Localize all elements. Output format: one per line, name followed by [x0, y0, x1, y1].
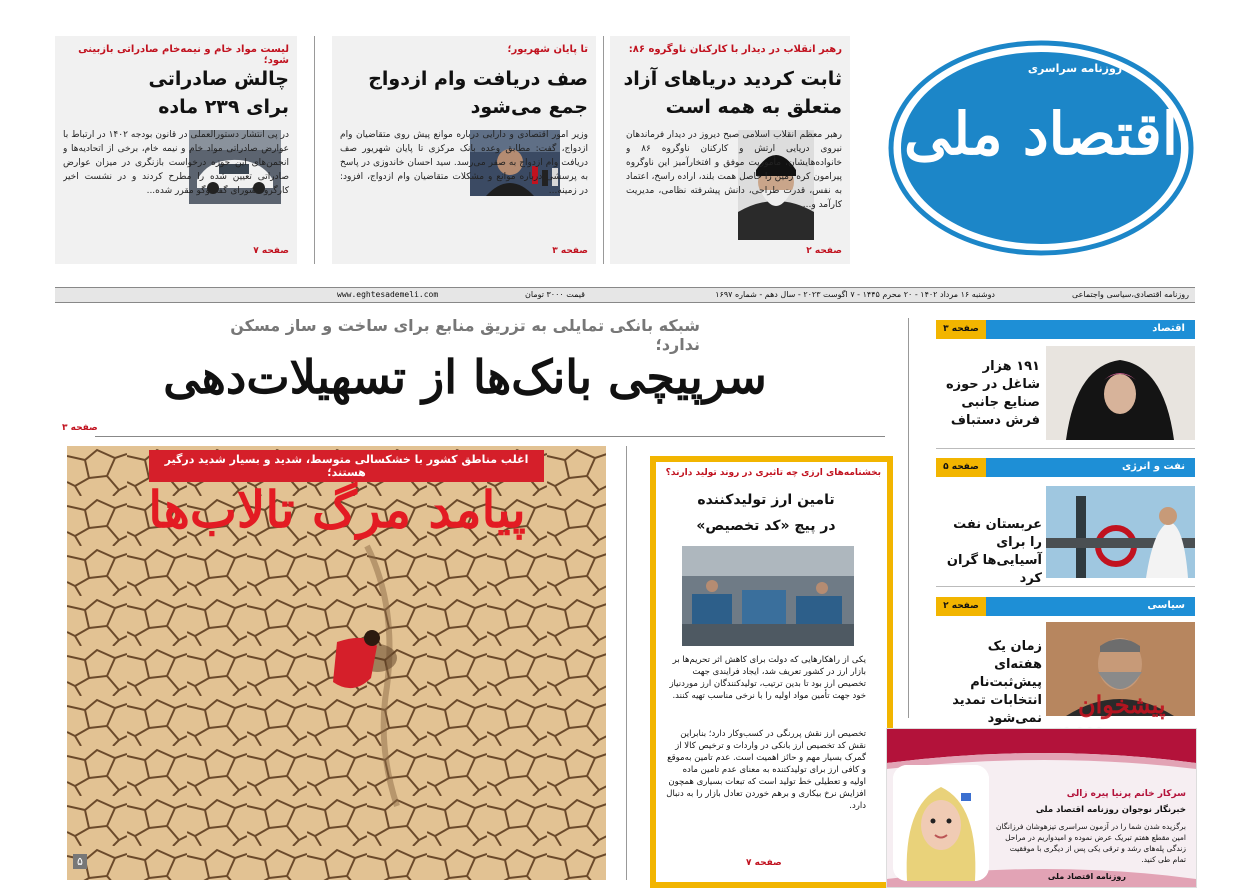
boxed-story[interactable] — [650, 456, 893, 888]
dateline-website[interactable]: www.eghtesademeli.com — [337, 290, 439, 299]
ad-subtitle: خبرنگار نوجوان روزنامه اقتصاد ملی — [1035, 805, 1186, 815]
sidebar-section: اقتصاد — [1152, 323, 1185, 334]
teaser-leader[interactable] — [610, 36, 850, 264]
teaser-page[interactable]: صفحه ۲ — [806, 246, 842, 256]
photo-credit: ۵ — [73, 854, 87, 869]
drought-photo[interactable] — [67, 446, 606, 880]
lead-headline[interactable]: سرپیچی بانک‌ها از تسهیلات‌دهی — [163, 350, 767, 404]
congratulation-ad[interactable] — [886, 728, 1197, 888]
lead-kicker: شبکه بانکی تمایلی به تزریق منابع برای ساخت و ساز مسکن ندارد؛ — [230, 316, 700, 354]
boxed-page[interactable]: صفحه ۷ — [746, 858, 782, 868]
sidebar-separator — [936, 448, 1195, 449]
teaser-kicker: رهبر انقلاب در دیدار با کارکنان ناوگروه ۸۶: — [628, 44, 842, 55]
teaser-headline-2: برای ۲۳۹ ماده — [158, 96, 289, 118]
lead-page[interactable]: صفحه ۳ — [62, 423, 98, 433]
sidebar-section: نفت و انرژی — [1121, 461, 1185, 472]
boxed-kicker: بخشنامه‌های ارزی چه تاثیری در روند تولید دارند؟ — [665, 468, 881, 478]
teaser-page[interactable]: صفحه ۷ — [253, 246, 289, 256]
boxed-headline-2: در پیچ «کد تخصیص» — [696, 518, 836, 534]
dateline-section: روزنامه اقتصادی،سیاسی واجتماعی — [1071, 290, 1189, 299]
woman-chador-photo — [1046, 346, 1195, 440]
ad-signature: روزنامه اقتصاد ملی — [1047, 872, 1126, 881]
teaser-headline-2: متعلق به همه است — [665, 96, 842, 118]
student-photo — [893, 765, 989, 881]
dateline-bar — [55, 287, 1195, 303]
masthead — [880, 30, 1202, 265]
teaser-body: در پی انتشار دستورالعملی در قانون بودجه ۱۴۰۲ در ارتباط با عوارض صادراتی مواد خام و نیمه خام، برخی از اتحادیه‌ها و انجمن‌های این حوزه درخواست بازنگری در میزان عوارض صادراتی تعیین شده را مطرح کردند و در نشست اخیر کارگروه شورای گفت‌وگو مقرر شده... — [63, 130, 289, 196]
boxed-body-2: تخصیص ارز نقش پررنگی در کسب‌وکار دارد؛ بنابراین نقش کد تخصیص ارز بانکی در واردات و ترخیص کالا از گمرک بسیار مهم و حائز اهمیت است. عدم تامین به‌موقع و کافی ارز برای تولیدکننده به معنای عدم تامین ماده اولیه و تعطیلی خط تولید است که تبعات بسیاری همچون افزایش نرخ بیکاری و برهم خوردن تعادل بازار را به دنبال دارد. — [666, 729, 866, 811]
teaser-body: رهبر معظم انقلاب اسلامی صبح دیروز در دیدار فرماندهان نیروی دریایی ارتش و کارکنان ناوگروه ۸۶ و خانواده‌هایشان، مأموریت موفق و افتخارآمیز این ناوگروه پیرامون کره زمین را حاصل همت بلند، اراده راسخ، اعتماد به نفس، قدرت طراحی، دانش پیشرفته نظامی، مدیریت کارآمد و... — [626, 130, 842, 210]
teaser-body: وزیر امور اقتصادی و دارایی درباره موانع پیش روی متقاضیان وام ازدواج، گفت: مطابق وعده بانک مرکزی تا پایان شهریور صف دریافت وام ازدواج به صفر می‌رسد. سید احسان خاندوزی در پاسخ به پرسشی درباره موانع و مشکلات متقاضیان وام ازدواج، افزود: در زمینه... — [340, 130, 588, 196]
sidebar-page: صفحه ۵ — [936, 458, 986, 477]
masthead-tagline: روزنامه سراسری — [1027, 62, 1123, 75]
watermark-brand: پیشخوان — [1078, 690, 1166, 719]
oil-worker-photo — [1046, 486, 1195, 578]
ad-title: سرکار خانم پرنیا پیره زالی — [1066, 789, 1186, 799]
dateline-date: دوشنبه ۱۶ مرداد ۱۴۰۲ - ۲۰ محرم ۱۴۴۵ - ۷ اگوست ۲۰۲۳ - سال دهم - شماره ۱۶۹۷ — [715, 290, 995, 299]
sidebar-header-energy[interactable] — [936, 458, 1195, 477]
sidebar-divider — [908, 318, 909, 718]
sidebar-section: سیاسی — [1147, 600, 1185, 611]
sidebar-page: صفحه ۲ — [936, 597, 986, 616]
teaser-kicker: لیست مواد خام و نیمه‌خام صادراتی بازبینی شود؛ — [78, 44, 289, 66]
lead-underline — [95, 436, 885, 437]
masthead-name: اقتصاد ملی — [904, 100, 1178, 168]
teaser-headline-1: صف دریافت وام ازدواج — [368, 68, 588, 90]
sidebar-header-politics[interactable] — [936, 597, 1195, 616]
teaser-divider — [603, 36, 604, 264]
teaser-headline-1: چالش صادراتی — [148, 68, 289, 90]
boxed-body-1: یکی از راهکارهایی که دولت برای کاهش اثر تحریم‌ها بر بازار ارز در کشور تعریف شد، ایجاد فرایندی جهت تخصیص ارز بود تا بدین ترتیب، تولیدکنندگان ارز موردنیاز خود جهت تأمین مواد اولیه را با نرخی مناسب تهیه کنند. — [669, 655, 866, 701]
photo-kicker: اغلب مناطق کشور با خشکسالی متوسط، شدید و بسیار شدید درگیر هستند؛ — [149, 450, 544, 482]
sidebar-headline[interactable]: زمان یک هفته‌ای پیش‌ثبت‌نام انتخابات تمدید نمی‌شود — [952, 639, 1042, 726]
column-divider — [626, 446, 627, 880]
teaser-page[interactable]: صفحه ۳ — [552, 246, 588, 256]
teaser-kicker: تا پایان شهریور؛ — [507, 44, 588, 55]
teaser-marriage-loan[interactable] — [332, 36, 596, 264]
teaser-headline-2: جمع می‌شود — [470, 96, 588, 118]
sidebar-header-economy[interactable] — [936, 320, 1195, 339]
sidebar-headline[interactable]: عربستان نفت را برای آسیایی‌ها گران کرد — [946, 517, 1042, 586]
teaser-exports[interactable] — [55, 36, 297, 264]
boxed-headline-1: تامین ارز تولیدکننده — [697, 492, 835, 508]
sidebar-headline[interactable]: ۱۹۱ هزار شاغل در حوزه صنایع جانبی فرش دستباف — [945, 359, 1040, 428]
factory-photo — [682, 546, 854, 646]
dateline-price: قیمت ۳۰۰۰ تومان — [525, 290, 585, 299]
teaser-headline-1: ثابت کردید دریاهای آزاد — [623, 68, 842, 90]
sidebar-separator — [936, 586, 1195, 587]
ad-body: برگزیده شدن شما را در آزمون سراسری تیزهوشان فرزانگان امین مقطع هفتم تبریک عرض نموده و امیدواریم در مراحل زندگی پله‌های رشد و ترقی یکی پس از دیگری با موفقیت تمام طی کنید. — [996, 822, 1186, 864]
sidebar-page: صفحه ۳ — [936, 320, 986, 339]
photo-headline: پیامد مرگ تالاب‌ها — [148, 480, 526, 539]
teaser-divider — [314, 36, 315, 264]
